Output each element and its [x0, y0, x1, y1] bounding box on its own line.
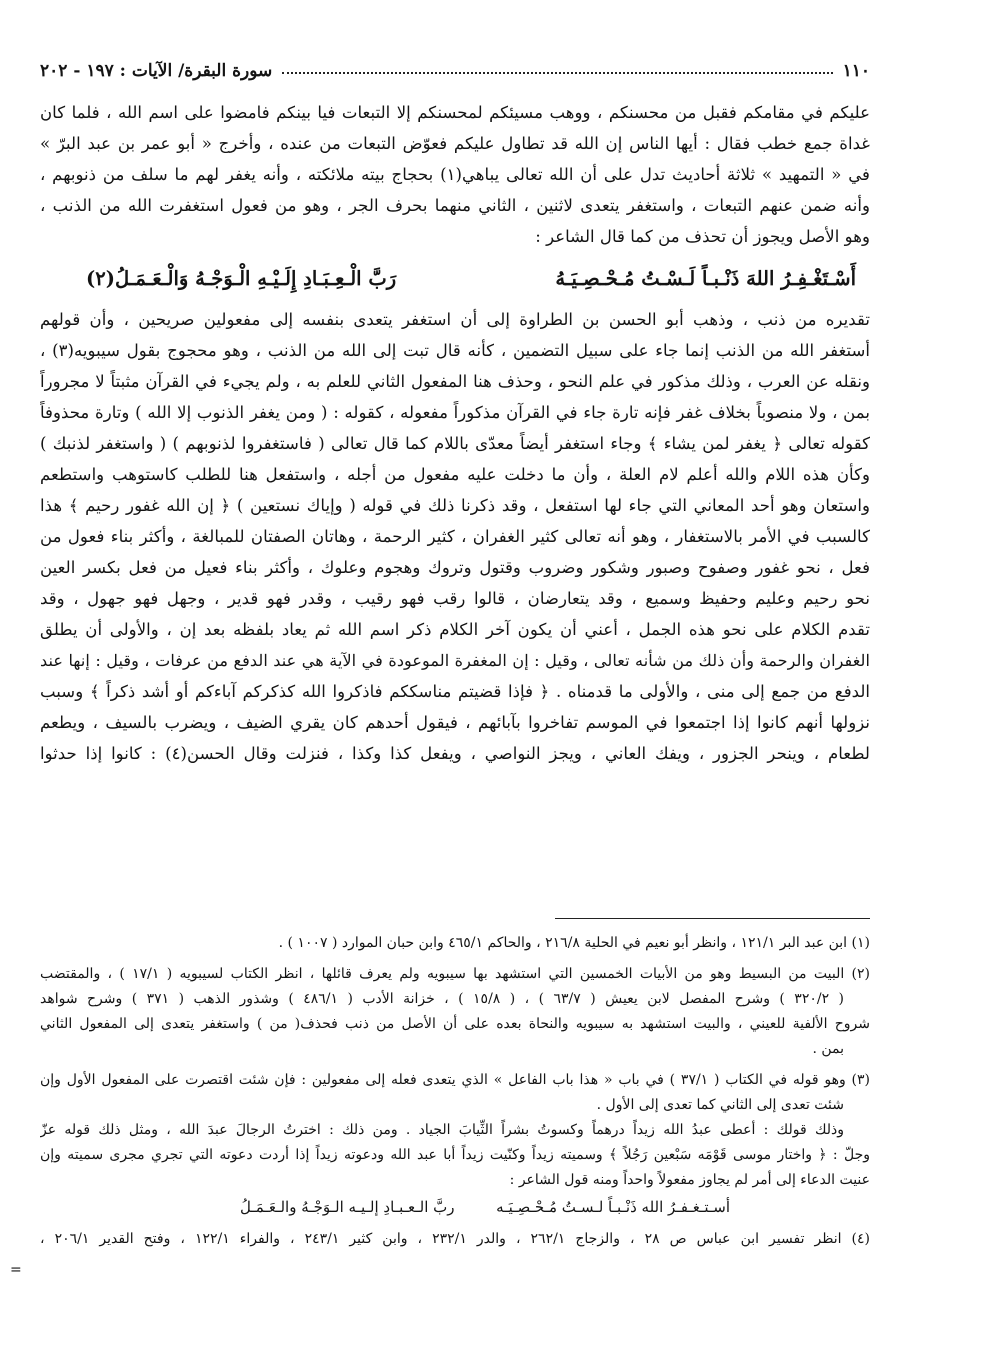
running-header — [40, 58, 870, 84]
footnote-3-line: وجلّ : ﴿ واختار موسى قَوْمَه سَبْعين رَجُلاً ﴾ وسميته زيداً وكنّيت زيداً أبا عبد الله ودعوته زيداً إذا أردت دعوته التي تجري مجرى سميته وإن — [40, 1147, 870, 1163]
text-line: وأنه ضمن عنهم التبعات ، واستغفر يتعدى لاثنين ، الثاني منهما بحرف الجر ، وهو من فعول استغفرت الله من الذنب ، — [40, 196, 870, 215]
text-line: غداة جمع خطب فقال : أيها الناس إن الله قد تطاول عليكم فعوّض التبعات من عنده ، وأخرج « أبو عمر بن عبد البرّ » — [40, 134, 870, 153]
text-line: في « التمهيد » ثلاثة أحاديث تدل على أن الله تعالى يباهي(١) بحجاج بيته ملائكته ، وأنه يغفر لهم ما سلف من ذنوبهم ، — [40, 165, 870, 184]
text-line: عليكم في مقامكم فقبل من محسنكم ، ووهب مسيئكم لمحسنكم إلا التبعات فيا بينكم فامضوا على اسم الله ، فلما كان — [40, 103, 870, 122]
footnote-1: (١) ابن عبد البر ١٢١/١ ، وانظر أبو نعيم في الحلية ٢١٦/٨ ، والحاكم ٤٦٥/١ وابن حبان الموارد ( ١٠٠٧ ) . — [278, 935, 870, 951]
footnote-2-line: (٢) البيت من البسيط وهو من الأبيات الخمسين التي استشهد بها سيبويه ولم يعرف قائلها ، انظر الكتاب لسيبويه ( ١٧/١ ) ، والمقتضب — [40, 966, 870, 982]
footnotes — [40, 931, 870, 1252]
text-line: واستعان وهو أحد المعاني التي جاء لها استفعل ، وقد ذكرنا ذلك في قوله ( وإياك نستعين ) ﴿ إن الله غفور رحيم ﴾ هذا — [40, 496, 870, 515]
text-line: وكأن هذه اللام والله أعلم لام العلة ، وأن ما دخلت عليه مفعول من أجله ، واستفعل هنا للطلب كاستوهب واستطعم — [40, 465, 870, 484]
text-line: الدفع من جمع إلى منى ، والأولى ما قدمناه . ﴿ فإذا قضيتم مناسككم فاذكروا الله كذكركم آباءكم أو أشد ذكراً ﴾ وسبب — [40, 682, 870, 701]
text-line: ونقله عن العرب ، وذلك مذكور في علم النحو ، وحذف هنا المفعول الثاني للعلم به ، ولم يجيء في القرآن مثبتاً لا مجروراً — [40, 372, 870, 391]
footnote-3-line: شئت تعدى إلى الثاني كما تعدى إلى الأول . — [596, 1097, 844, 1113]
text-line: كالسبب في الأمر بالاستغفار ، وهو أنه تعالى كثير الغفران ، كثير الرحمة ، وهاتان الصفتان للمبالغة ، وأكثر بناء فعول من — [40, 527, 870, 546]
continuation-mark: = — [10, 1262, 22, 1278]
footnote-3-line: عنيت الدعاء إلى أمر لم يجاوز مفعولاً واحداً ومنه قول الشاعر : — [509, 1172, 870, 1188]
footnote-verse-first: أسـتـغـفـرُ الله ذَنْـبـاً لـسـتُ مُـحْـصِـيَـه — [496, 1198, 730, 1216]
verse-first-hemistich: أَسْـتَغْـفِـرُ اللهَ ذَنْـبـاً لَـسْـتُ مُـحْـصِـيَـهُ — [555, 266, 856, 290]
text-line: الغفران والرحمة وأن ذلك من شأنه تعالى ، وقيل : إن المغفرة الموعودة في الآية هي عند الدفع من عرفات ، وقيل : إنها عند — [40, 651, 870, 670]
footnote-2-line: بمن . — [812, 1041, 844, 1057]
main-text — [40, 97, 870, 769]
header-dotted-leader — [282, 62, 832, 74]
surah-title: سورة البقرة/ الآيات : ١٩٧ - ٢٠٢ — [40, 61, 273, 81]
footnote-2-line: شروح الألفية للعيني ، والبيت استشهد به سيبويه والنحاة بعده على أن الأصل من ذنب فحذف( من ) واستغفر يتعدى إلى المفعول الثاني — [40, 1016, 870, 1032]
text-line: لطعام ، وينحر الجزور ، ويفك العاني ، ويجز النواصي ، ويفعل كذا وكذا ، فنزلت وقال الحسن(٤) : كانوا إذا حدثوا — [40, 744, 870, 763]
text-line: كقوله تعالى ﴿ يغفر لمن يشاء ﴾ وجاء استغفر أيضاً معدّى باللام كما قال تعالى ( فاستغفروا لذنوبهم ) ( واستغفر لذنبك ) — [40, 434, 870, 453]
footnote-2-line: ( ٣٢٠/٢ ) وشرح المفصل لابن يعيش ( ٦٣/٧ ) ، ( ١٥/٨ ) ، خزانة الأدب ( ٤٨٦/١ ) وشذور الذهب ( ٣٧١ ) وشرح شواهد — [40, 991, 844, 1007]
text-line: فعل ، نحو غفور وصفوح وصبور وشكور وضروب وقتول وتروك وهجوم وعلوك ، وأكثر بناء فعيل من فعل بكسر العين — [40, 558, 870, 577]
verse-second-hemistich: رَبَّ الْـعِـبَـادِ إِلَـيْـهِ الْـوَجْـهُ وَالْـعَـمَـلُ(٢) — [86, 266, 397, 290]
text-line: وهو الأصل ويجوز أن تحذف من كما قال الشاعر : — [535, 227, 870, 246]
text-line: نزولها أنهم كانوا إذا اجتمعوا في الموسم تفاخروا بآبائهم ، فيقول أحدهم كان يقري الضيف ، ويضرب بالسيف ، ويطعم — [40, 713, 870, 732]
footnote-4: (٤) انظر تفسير ابن عباس ص ٢٨ ، والزجاج ٢٦٢/١ ، والدر ٢٣٢/١ ، وابن كثير ٢٤٣/١ ، والفراء ١٢٢/١ ، وفتح القدير ٢٠٦/١ ، — [40, 1231, 870, 1247]
text-line: أستغفر الله من الذنب إنما جاء على سبيل التضمين ، كأنه قال تبت إلى الله من الذنب ، وهو محجوج بقول سيبويه(٣) ، — [40, 341, 870, 360]
text-line: تقدم الكلام على نحو هذه الجمل ، أعني أن يكون آخر الكلام ذكر اسم الله ثم يعاد بلفظه بعد إن ، والأولى أن يطلق — [40, 620, 870, 639]
footnote-3-verse — [40, 1193, 870, 1221]
page-number: ١١٠ — [842, 61, 870, 81]
poetry-verse — [40, 252, 870, 304]
text-line: تقديره من ذنب ، وذهب أبو الحسن بن الطراوة إلى أن استغفر يتعدى بنفسه إلى مفعولين صريحين ، وأن قولهم — [40, 310, 870, 329]
footnote-verse-second: ربَّ الـعـبـادِ إلـيـه الـوَجْـهُ والـعَـمَـلُ — [240, 1198, 455, 1216]
text-line: نحو رحيم وعليم وحفيظ وسميع ، وقد يتعارضان ، قالوا رقب فهو رقيب ، وقدر فهو قدير ، وجهل فهو جهول ، وقد — [40, 589, 870, 608]
footnote-divider — [555, 918, 870, 919]
footnote-3-line: (٣) وهو قوله في الكتاب ( ٣٧/١ ) في باب « هذا باب الفاعل » الذي يتعدى فعله إلى مفعولين : فإن شئت اقتصرت على المفعول الأول وإن — [40, 1072, 870, 1088]
footnote-3-line: وذلك قولك : أعطى عبدُ الله زيداً درهماً وكسوتُ بشراً الثِّيابَ الجياد . ومن ذلك : اخترتُ الرجالَ عبدَ الله ، ومثل ذلك قوله عزّ — [40, 1122, 844, 1138]
text-line: بمن ، ولا منصوباً بخلاف غفر فإنه تارة جاء في القرآن مذكوراً مفعوله ، كقوله : ( ومن يغفر الذنوب إلا الله ) وتارة محذوفاً — [40, 403, 870, 422]
